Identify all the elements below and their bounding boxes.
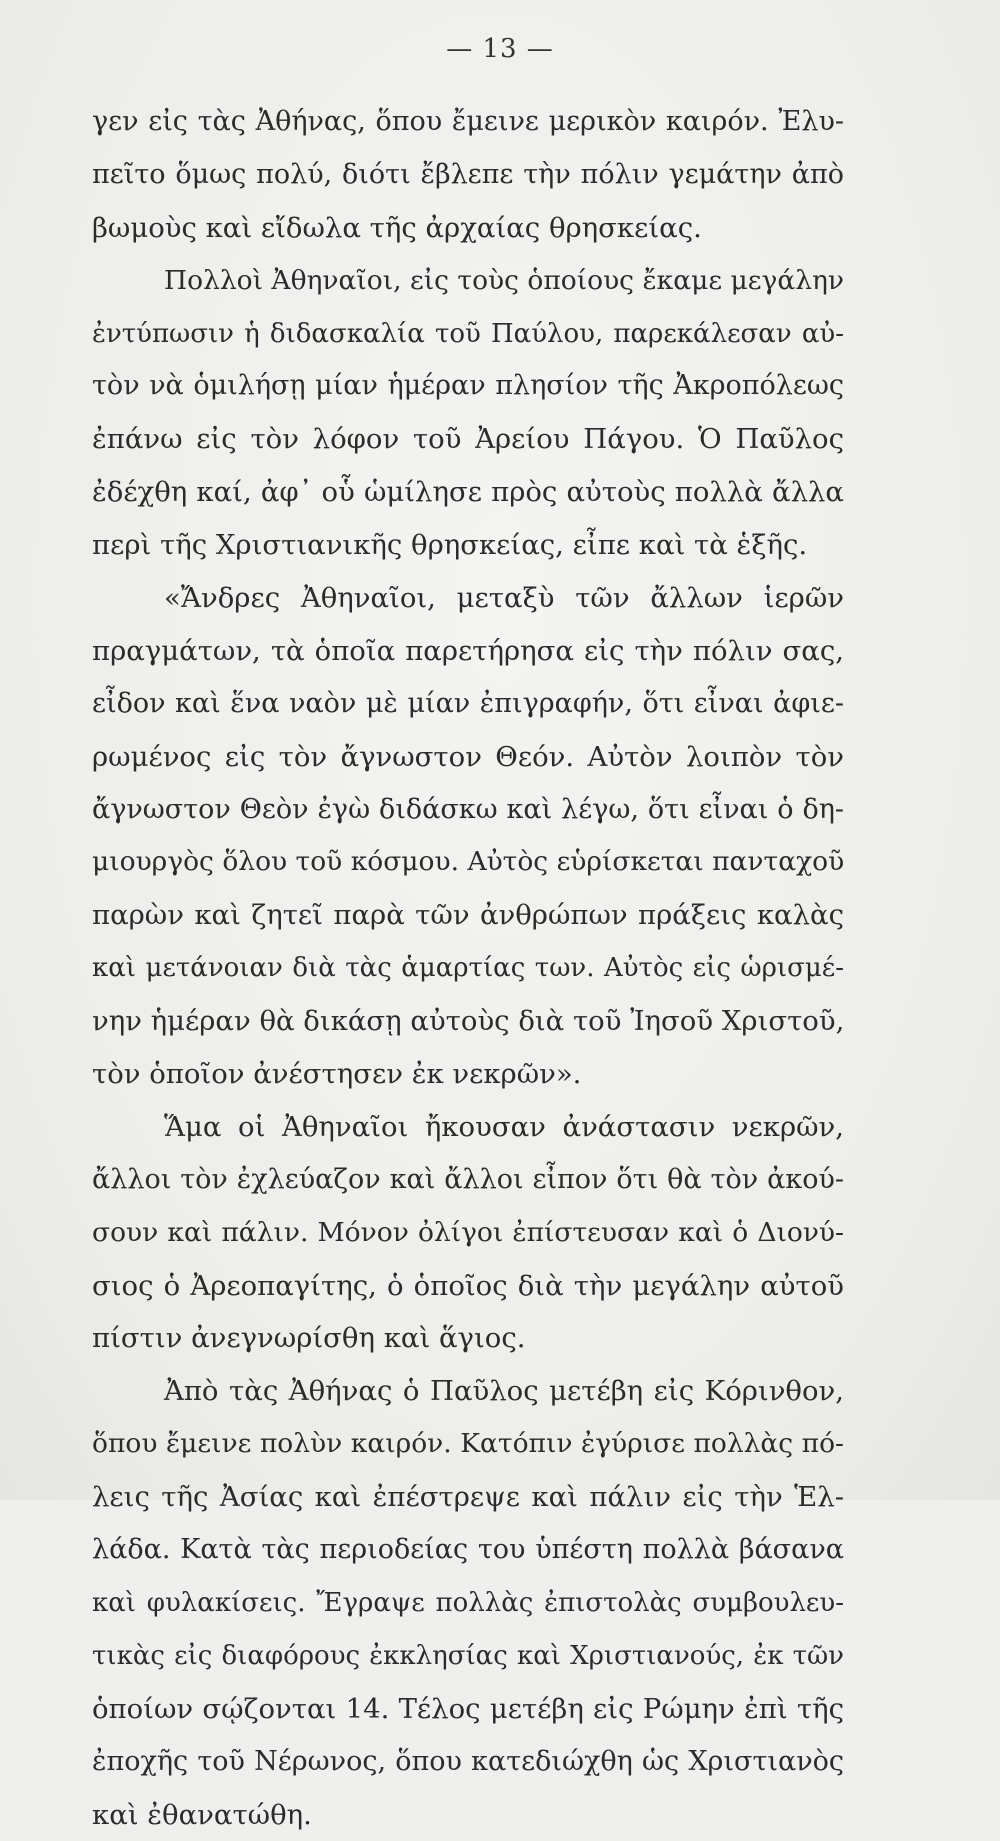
text-line: γεν εἰς τὰς Ἀθήνας, ὅπου ἔμεινε μερικὸν καιρόν. Ἐλυ- <box>92 96 844 149</box>
text-line: ἐδέχθη καί, ἀφ᾽ οὗ ὡμίλησε πρὸς αὐτοὺς πολλὰ ἄλλα <box>92 466 844 519</box>
body-text <box>92 96 844 1841</box>
text-line: ρωμένος εἰς τὸν ἄγνωστον Θεόν. Αὐτὸν λοιπὸν τὸν <box>92 731 844 784</box>
text-line: σιος ὁ Ἀρεοπαγίτης, ὁ ὁποῖος διὰ τὴν μεγάλην αὐτοῦ <box>92 1260 844 1313</box>
text-line: τὸν νὰ ὁμιλήσῃ μίαν ἡμέραν πλησίον τῆς Ἀκροπόλεως <box>92 360 844 413</box>
text-line: Πολλοὶ Ἀθηναῖοι, εἰς τοὺς ὁποίους ἔκαμε μεγάλην <box>92 255 844 308</box>
text-line: ἄγνωστον Θεὸν ἐγὼ διδάσκω καὶ λέγω, ὅτι εἶναι ὁ δη- <box>92 784 844 837</box>
text-line: ἐντύπωσιν ἡ διδασκαλία τοῦ Παύλου, παρεκάλεσαν αὐ- <box>92 308 844 361</box>
text-line: σουν καὶ πάλιν. Μόνον ὀλίγοι ἐπίστευσαν καὶ ὁ Διονύ- <box>92 1207 844 1260</box>
text-line: πραγμάτων, τὰ ὁποῖα παρετήρησα εἰς τὴν πόλιν σας, <box>92 625 844 678</box>
text-line: καὶ φυλακίσεις. Ἔγραψε πολλὰς ἐπιστολὰς συμβουλευ- <box>92 1577 844 1630</box>
text-line: εἶδον καὶ ἕνα ναὸν μὲ μίαν ἐπιγραφήν, ὅτι εἶναι ἀφιε- <box>92 678 844 731</box>
text-line: Ἀπὸ τὰς Ἀθήνας ὁ Παῦλος μετέβη εἰς Κόρινθον, <box>92 1365 844 1418</box>
text-line: Ἅμα οἱ Ἀθηναῖοι ἤκουσαν ἀνάστασιν νεκρῶν, <box>92 1101 844 1154</box>
text-line: νην ἡμέραν θὰ δικάσῃ αὐτοὺς διὰ τοῦ Ἰησοῦ Χριστοῦ, <box>92 995 844 1048</box>
text-line: καὶ μετάνοιαν διὰ τὰς ἁμαρτίας των. Αὐτὸς εἰς ὡρισμέ- <box>92 942 844 995</box>
text-line: καὶ ἐθανατώθη. <box>92 1789 844 1841</box>
text-line: τὸν ὁποῖον ἀνέστησεν ἐκ νεκρῶν». <box>92 1048 844 1101</box>
text-line: βωμοὺς καὶ εἴδωλα τῆς ἀρχαίας θρησκείας. <box>92 202 844 255</box>
text-line: παρὼν καὶ ζητεῖ παρὰ τῶν ἀνθρώπων πράξεις καλὰς <box>92 889 844 942</box>
text-line: «Ἄνδρες Ἀθηναῖοι, μεταξὺ τῶν ἄλλων ἱερῶν <box>92 572 844 625</box>
text-line: μιουργὸς ὅλου τοῦ κόσμου. Αὐτὸς εὑρίσκεται πανταχοῦ <box>92 836 844 889</box>
text-line: ἄλλοι τὸν ἐχλεύαζον καὶ ἄλλοι εἶπον ὅτι θὰ τὸν ἀκού- <box>92 1154 844 1207</box>
text-line: τικὰς εἰς διαφόρους ἐκκλησίας καὶ Χριστιανούς, ἐκ τῶν <box>92 1630 844 1683</box>
text-line: ὁποίων σῴζονται 14. Τέλος μετέβη εἰς Ρώμην ἐπὶ τῆς <box>92 1683 844 1736</box>
text-line: ὅπου ἔμεινε πολὺν καιρόν. Κατόπιν ἐγύρισε πολλὰς πό- <box>92 1418 844 1471</box>
text-line: ἐποχῆς τοῦ Νέρωνος, ὅπου κατεδιώχθη ὡς Χριστιανὸς <box>92 1736 844 1789</box>
text-line: περὶ τῆς Χριστιανικῆς θρησκείας, εἶπε καὶ τὰ ἑξῆς. <box>92 519 844 572</box>
text-line: πίστιν ἀνεγνωρίσθη καὶ ἅγιος. <box>92 1312 844 1365</box>
text-line: λεις τῆς Ἀσίας καὶ ἐπέστρεψε καὶ πάλιν εἰς τὴν Ἑλ- <box>92 1471 844 1524</box>
page-number: — 13 — <box>0 34 1000 64</box>
text-line: ἐπάνω εἰς τὸν λόφον τοῦ Ἀρείου Πάγου. Ὁ Παῦλος <box>92 413 844 466</box>
text-line: πεῖτο ὅμως πολύ, διότι ἔβλεπε τὴν πόλιν γεμάτην ἀπὸ <box>92 149 844 202</box>
text-line: λάδα. Κατὰ τὰς περιοδείας του ὑπέστη πολλὰ βάσανα <box>92 1524 844 1577</box>
